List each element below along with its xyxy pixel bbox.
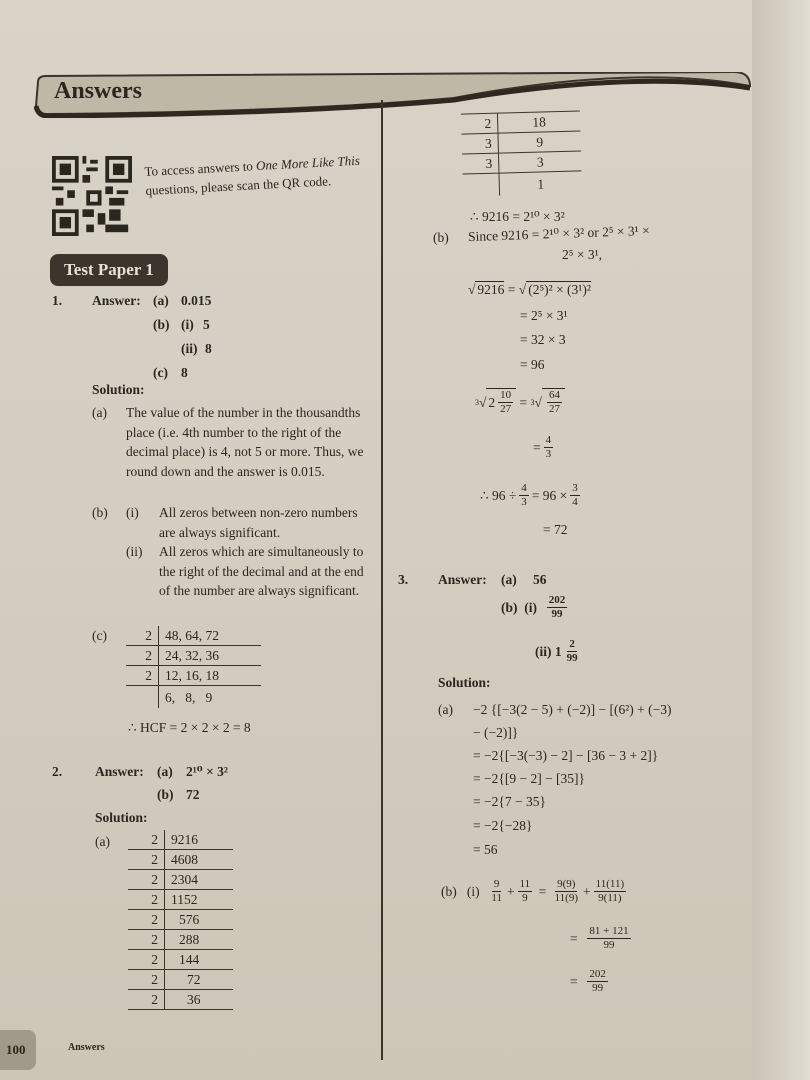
hcf-division-table: 2 48, 64, 72 2 24, 32, 36 2 12, 16, 18 6, 8, 9 (126, 626, 261, 708)
answer-part: (b) (157, 787, 174, 802)
solution-part: (a) (92, 405, 107, 420)
answer-b-ii: (ii) 1 $\frac{2}{99}$ (535, 638, 578, 664)
sqrt-equation: √ 9216 = √ (2⁵)² × (3¹)² (468, 282, 591, 297)
solution-part: (b) (433, 230, 449, 245)
solution-part: (a) (95, 834, 110, 849)
qr-code-icon (52, 156, 132, 236)
column-divider (381, 100, 383, 1060)
page-title: Answers (54, 78, 142, 104)
cube-root-equation: 3 √ 2 $\frac{10}{27}$ = 3 √ $\frac{64}{27}$ (475, 388, 565, 416)
answer-value: 0.015 (181, 293, 212, 308)
answer-part: (b) (153, 317, 170, 332)
solution-line: = −2{−28} (473, 818, 533, 833)
page-number: 100 (0, 1030, 36, 1070)
solution-text: The value of the number in the thousandths place (i.e. 4th number to the right of the decimal place) is 4, not 5 or more. Thus, we round down and the answer is 0.015. (126, 405, 364, 479)
answer-value: 72 (186, 787, 200, 802)
answer-label: Answer: (92, 293, 141, 308)
solution-label: Solution: (438, 675, 491, 690)
hcf-conclusion: ∴ HCF = 2 × 2 × 2 = 8 (128, 720, 251, 735)
solution-step: = 2⁵ × 3¹ (520, 308, 568, 323)
solution-line: − (−2)]} (473, 725, 519, 740)
answer-b-i: (b) (i) $\frac{202}{99}$ (501, 594, 566, 620)
solution-label: Solution: (95, 810, 148, 825)
answer-label: Answer: (438, 572, 487, 587)
answer-value: 2¹⁰ × 3² (186, 764, 228, 779)
qr-instructions: To access answers to One More Like This questions, please scan the QR code. (144, 152, 361, 198)
page-edge (752, 0, 810, 1080)
prime-factor-table-continued: 2 18 3 9 3 3 1 (461, 110, 582, 196)
answer-value: 8 (181, 365, 188, 380)
solution-step: = 96 (520, 357, 545, 372)
cube-root-result: = $\frac{4}{3}$ (533, 434, 552, 460)
answer-value: 5 (203, 317, 210, 332)
solution-line: 2⁵ × 3¹, (562, 247, 602, 262)
solution-label: Solution: (92, 382, 145, 397)
solution-line: −2 {[−3(2 − 5) + (−2)] − [(6²) + (−3) (473, 702, 672, 717)
solution-subpart: (ii) (126, 544, 143, 559)
solution-line: = 56 (473, 842, 498, 857)
answer-label: Answer: (95, 764, 144, 779)
answers-banner (34, 72, 752, 118)
answer-value: 56 (533, 572, 547, 587)
prime-factor-table: 2 9216 2 4608 2 2304 2 1152 2 576 2 288 2 144 2 72 2 36 (128, 830, 233, 1010)
solution-text: All zeros between non-zero numbers are always significant. (159, 505, 358, 540)
solution-part: (c) (92, 628, 107, 643)
question-number: 1. (52, 293, 63, 308)
solution-line: = −2{[9 − 2] − [35]} (473, 771, 586, 786)
solution-text: All zeros which are simultaneously to the right of the decimal and at the end of the number are always significant. (159, 544, 364, 598)
footer-label: Answers (68, 1042, 105, 1053)
final-division: ∴ 96 ÷ $\frac{4}{3}$ = 96 × $\frac{3}{4}$ (480, 482, 578, 508)
solution-line: = −2{[−3(−3) − 2] − [36 − 3 + 2]} (473, 748, 659, 763)
question-number: 2. (52, 764, 63, 779)
solution-line: Since 9216 = 2¹⁰ × 3² or 2⁵ × 3¹ × (467, 222, 650, 245)
solution-part: (a) (438, 702, 453, 717)
solution-line: = −2{7 − 35} (473, 794, 546, 809)
factor-conclusion: ∴ 9216 = 2¹⁰ × 3² (470, 209, 565, 224)
solution-step: = 32 × 3 (520, 332, 566, 347)
fraction-result: = $\frac{202}{99}$ (570, 968, 606, 994)
answer-subpart: (i) (181, 317, 194, 332)
solution-part: (b) (92, 505, 108, 520)
fraction-sum: (b) (i) $\frac{9}{11}$ + $\frac{11}{9}$ = $\frac{9(9)}{11(9)}$ + $\frac{11(11)}{9(11)}$ (441, 878, 625, 904)
answer-subpart: (ii) (181, 341, 198, 356)
fraction-step: = $\frac{81 + 121}{99}$ (570, 925, 629, 951)
test-paper-badge: Test Paper 1 (50, 254, 168, 286)
answer-part: (c) (153, 365, 168, 380)
answer-value: 8 (205, 341, 212, 356)
solution-subpart: (i) (126, 505, 139, 520)
answer-part: (a) (501, 572, 517, 587)
question-number: 3. (398, 572, 409, 587)
final-result: = 72 (543, 522, 568, 537)
answer-part: (a) (157, 764, 173, 779)
answer-part: (a) (153, 293, 169, 308)
